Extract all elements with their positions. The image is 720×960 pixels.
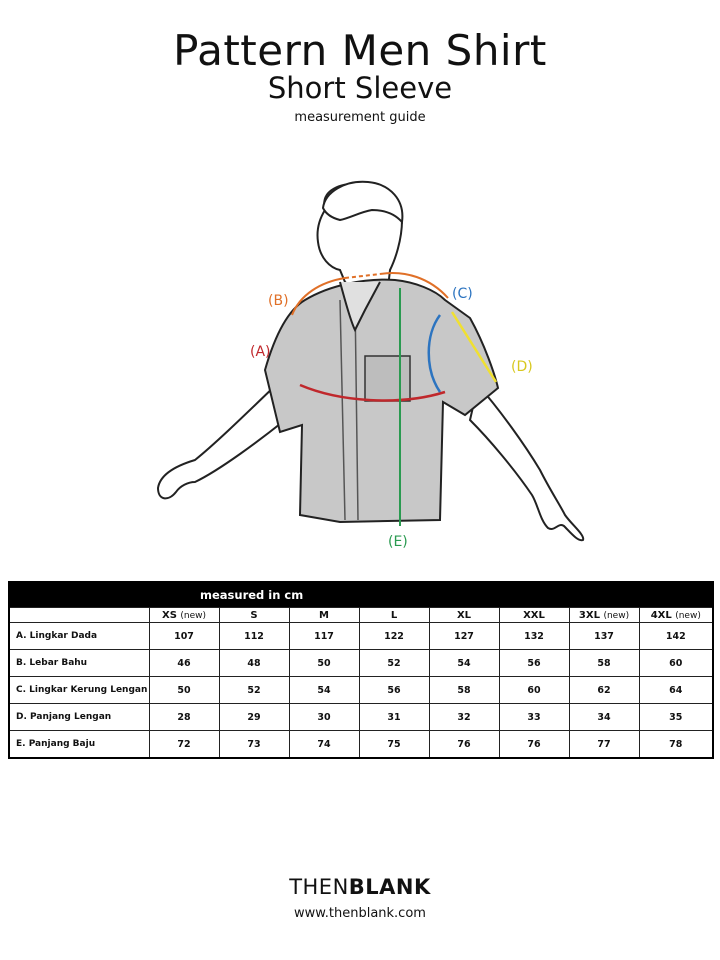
table-row xyxy=(9,677,713,704)
size-header-l xyxy=(359,608,429,623)
size-label: XL xyxy=(456,609,472,621)
size-header-row xyxy=(9,608,713,623)
table-cell: 31 xyxy=(359,704,429,731)
table-cell: 56 xyxy=(359,677,429,704)
table-cell: 58 xyxy=(569,650,639,677)
table-cell: 33 xyxy=(499,704,569,731)
new-tag: (new) xyxy=(603,610,630,621)
table-cell: 77 xyxy=(569,731,639,759)
size-header-4xl xyxy=(639,608,713,623)
table-cell: 35 xyxy=(639,704,713,731)
new-tag: (new) xyxy=(180,610,207,621)
measure-label-d: (D) xyxy=(511,359,533,375)
table-cell: 60 xyxy=(639,650,713,677)
measure-label-a: (A) xyxy=(250,344,271,360)
row-label: C. Lingkar Kerung Lengan xyxy=(9,677,149,704)
size-label: XXL xyxy=(523,609,545,621)
table-cell: 64 xyxy=(639,677,713,704)
measure-label-e: (E) xyxy=(388,534,408,550)
table-cell: 56 xyxy=(499,650,569,677)
size-table xyxy=(8,581,714,759)
brand-bold: BLANK xyxy=(348,875,431,899)
table-cell: 76 xyxy=(429,731,499,759)
table-cell: 28 xyxy=(149,704,219,731)
size-header-s xyxy=(219,608,289,623)
table-cell: 50 xyxy=(149,677,219,704)
size-header-m xyxy=(289,608,359,623)
new-tag: (new) xyxy=(675,610,701,621)
shirt-illustration xyxy=(140,170,600,560)
table-row xyxy=(9,650,713,677)
table-row xyxy=(9,704,713,731)
brand-logo xyxy=(0,875,720,899)
table-cell: 122 xyxy=(359,623,429,650)
page-subtitle: Short Sleeve xyxy=(267,71,453,105)
table-cell: 112 xyxy=(219,623,289,650)
shirt-pocket xyxy=(365,356,410,401)
size-header-3xl xyxy=(569,608,639,623)
table-cell: 78 xyxy=(639,731,713,759)
table-cell: 34 xyxy=(569,704,639,731)
table-cell: 50 xyxy=(289,650,359,677)
table-row xyxy=(9,623,713,650)
size-header-xl xyxy=(429,608,499,623)
table-cell: 137 xyxy=(569,623,639,650)
table-cell: 73 xyxy=(219,731,289,759)
page-title: Pattern Men Shirt xyxy=(173,26,547,75)
row-label: A. Lingkar Dada xyxy=(9,623,149,650)
row-label: D. Panjang Lengan xyxy=(9,704,149,731)
website-url[interactable]: www.thenblank.com xyxy=(294,906,426,921)
size-label: XS xyxy=(161,609,177,621)
measure-label-c: (C) xyxy=(452,286,473,302)
table-cell: 117 xyxy=(289,623,359,650)
table-cell: 76 xyxy=(499,731,569,759)
table-cell: 52 xyxy=(359,650,429,677)
size-table-wrapper xyxy=(8,581,712,759)
table-cell: 75 xyxy=(359,731,429,759)
table-cell: 107 xyxy=(149,623,219,650)
size-label: L xyxy=(390,609,398,621)
table-cell: 29 xyxy=(219,704,289,731)
table-cell: 52 xyxy=(219,677,289,704)
size-header-xxl xyxy=(499,608,569,623)
measure-label-b: (B) xyxy=(268,293,289,309)
table-cell: 72 xyxy=(149,731,219,759)
size-label: 3XL xyxy=(578,609,600,621)
table-cell: 62 xyxy=(569,677,639,704)
size-label: 4XL xyxy=(650,609,672,621)
row-label: E. Panjang Baju xyxy=(9,731,149,759)
table-cell: 48 xyxy=(219,650,289,677)
table-cell: 58 xyxy=(429,677,499,704)
size-header-xs xyxy=(149,608,219,623)
table-caption-row xyxy=(9,582,713,608)
table-cell: 30 xyxy=(289,704,359,731)
table-cell: 46 xyxy=(149,650,219,677)
table-cell: 142 xyxy=(639,623,713,650)
table-cell: 32 xyxy=(429,704,499,731)
size-label: S xyxy=(250,609,258,621)
table-cell: 54 xyxy=(429,650,499,677)
size-header-empty xyxy=(9,608,149,623)
table-caption-cell xyxy=(9,582,713,608)
table-cell: 60 xyxy=(499,677,569,704)
right-arm xyxy=(470,385,583,540)
table-row xyxy=(9,731,713,759)
table-cell: 74 xyxy=(289,731,359,759)
table-cell: 127 xyxy=(429,623,499,650)
row-label: B. Lebar Bahu xyxy=(9,650,149,677)
brand-thin: THEN xyxy=(289,875,349,899)
size-label: M xyxy=(319,609,329,621)
table-cell: 54 xyxy=(289,677,359,704)
table-caption: measured in cm xyxy=(200,588,304,602)
table-cell: 132 xyxy=(499,623,569,650)
guide-label: measurement guide xyxy=(294,110,426,125)
